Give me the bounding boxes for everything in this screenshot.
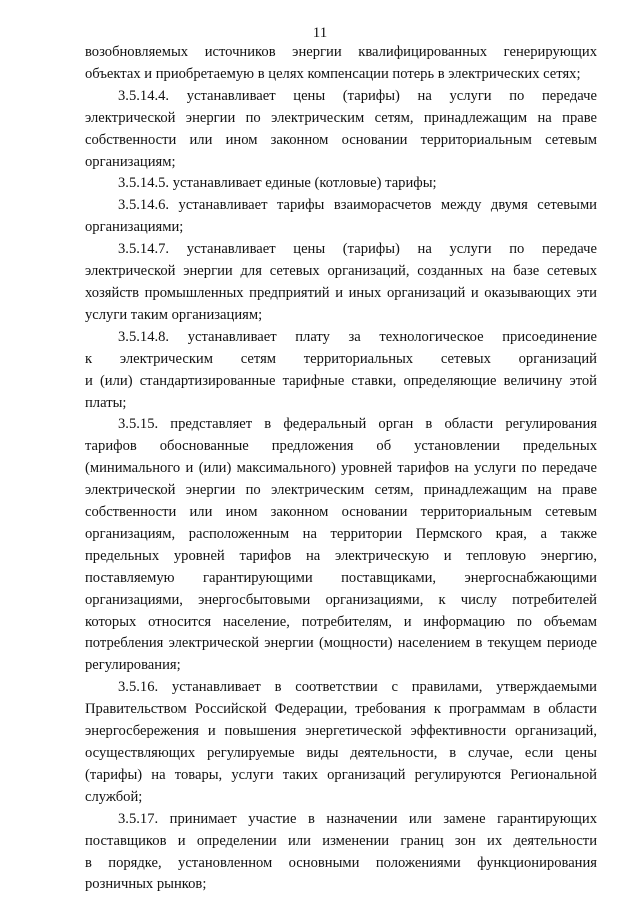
paragraph [85,414,597,677]
text-line: организациям, расположенным на территории Пермского края, а также [85,525,597,542]
text-line: осуществляющих регулируемые виды деятельности, в случае, если цены [85,745,597,761]
text-line: электрической энергии по электрическим сетям, принадлежащим на праве [85,109,597,126]
paragraph [85,327,597,415]
text-line: (минимального и (или) максимального) уровней тарифов на услуги по передаче [85,460,597,477]
paragraph [85,173,597,195]
text-line: собственности или ином законном основании территориальным сетевым [85,131,597,148]
text-line: предельных уровней тарифов на электрическую и тепловую энергию, [85,547,597,564]
text-line: службой; [85,788,143,805]
text-line: тарифов обоснованные предложения об установлении предельных [85,438,597,455]
text-line: которых относится население, потребителям, и информацию по объемам [85,613,597,630]
text-line: организациями; [85,219,184,236]
text-line: 3.5.16. устанавливает в соответствии с правилами, утверждаемыми [118,679,597,696]
text-line: 3.5.17. принимает участие в назначении или замене гарантирующих [118,810,597,827]
text-line: энергосбережения и повышения энергетической эффективности организаций, [85,723,597,740]
text-line: и (или) стандартизированные тарифные ставки, определяющие величину этой [85,372,597,389]
page-number: 11 [312,25,328,41]
text-line: услуги таким организациям; [85,306,263,323]
paragraph [85,86,597,174]
paragraph [85,42,597,86]
paragraph [85,195,597,239]
text-line: 3.5.14.8. устанавливает плату за технологическое присоединение [118,328,597,345]
paragraph [85,809,597,897]
text-line: Правительством Российской Федерации, требования к программам в области [85,701,597,718]
paragraph [85,677,597,808]
text-line: поставщиков и определении или изменении границ зон их деятельности [85,832,597,849]
text-line: розничных рынков; [85,876,207,893]
document-body [85,42,597,896]
text-line: электрической энергии для сетевых организаций, созданных на базе сетевых [85,263,597,280]
text-line: регулирования; [85,657,181,674]
paragraph [85,239,597,327]
text-line: поставляемую гарантирующими поставщиками, энергоснабжающими [85,569,597,586]
text-line: к электрическим сетям территориальных сетевых организаций [85,350,597,367]
text-line: платы; [85,394,127,411]
text-line: организациям; [85,153,176,170]
text-line: 3.5.14.5. устанавливает единые (котловые) тарифы; [118,175,437,192]
text-line: 3.5.14.6. устанавливает тарифы взаиморасчетов между двумя сетевыми [118,197,597,214]
text-line: потребления электрической энергии (мощности) населением в текущем периоде [85,635,597,652]
text-line: 3.5.15. представляет в федеральный орган в области регулирования [118,416,597,433]
text-line: собственности или ином законном основании территориальным сетевым [85,504,597,521]
text-line: электрической энергии по электрическим сетям, принадлежащим на праве [85,482,597,499]
text-line: в порядке, установленном основными положениями функционирования [85,854,597,871]
text-line: 3.5.14.4. устанавливает цены (тарифы) на услуги по передаче [118,87,597,104]
text-line: хозяйств промышленных предприятий и иных организаций и оказывающих эти [85,284,597,301]
text-line: организациями, энергосбытовыми организациями, к числу потребителей [85,591,597,608]
text-line: (тарифы) на товары, услуги таких организаций регулируются Региональной [85,766,597,783]
text-line: возобновляемых источников энергии квалифицированных генерирующих [85,44,597,60]
text-line: объектах и приобретаемую в целях компенсации потерь в электрических сетях; [85,65,581,82]
text-line: 3.5.14.7. устанавливает цены (тарифы) на услуги по передаче [118,241,597,258]
